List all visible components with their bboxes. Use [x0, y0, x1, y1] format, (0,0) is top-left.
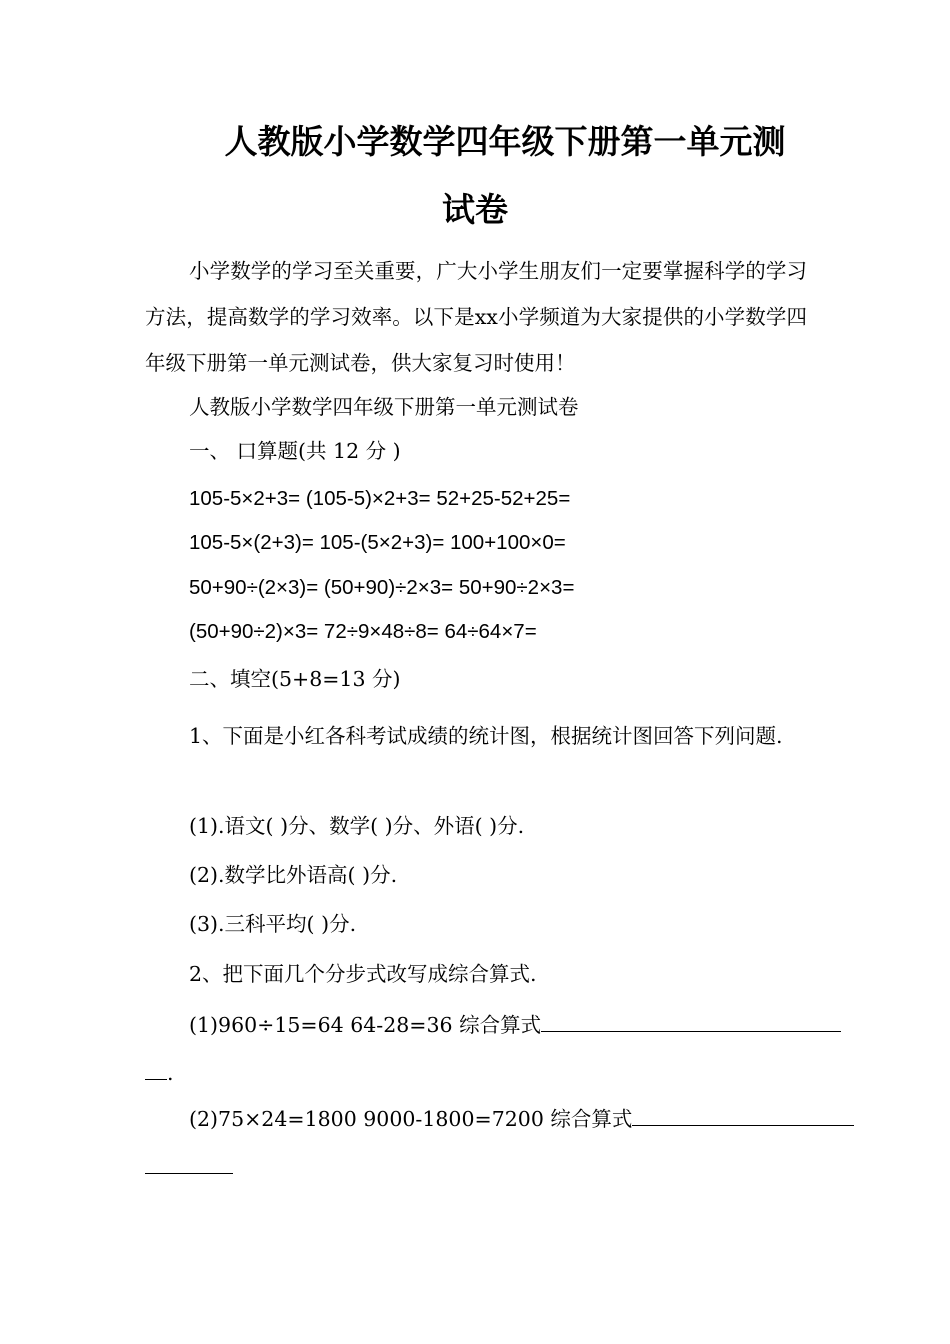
question-1-part-1: (1).语文( )分、数学( )分、外语( )分. — [189, 814, 525, 838]
section1-heading: 一、 口算题(共 12 分 ) — [189, 439, 401, 463]
question-2-part-2-continuation — [145, 1152, 233, 1182]
calc-row: 50+90÷(2×3)= (50+90)÷2×3= 50+90÷2×3= — [189, 576, 575, 599]
question-1-part-2: (2).数学比外语高( )分. — [189, 863, 398, 887]
document-title-line1: 人教版小学数学四年级下册第一单元测 — [224, 122, 786, 161]
question-2-part-1-text: (1)960÷15=64 64-28=36 综合算式 — [189, 1013, 542, 1037]
question-2-part-1 — [189, 1010, 841, 1040]
question-2-part-1-continuation — [145, 1058, 174, 1088]
question-2-part-2 — [189, 1104, 854, 1134]
answer-blank[interactable] — [145, 1153, 233, 1174]
question-1: 1、下面是小红各科考试成绩的统计图，根据统计图回答下列问题. — [189, 724, 783, 748]
subtitle: 人教版小学数学四年级下册第一单元测试卷 — [189, 395, 579, 419]
calc-row: 105-5×(2+3)= 105-(5×2+3)= 100+100×0= — [189, 531, 566, 554]
answer-blank[interactable] — [632, 1105, 854, 1126]
calc-row: (50+90÷2)×3= 72÷9×48÷8= 64÷64×7= — [189, 620, 537, 643]
question-2-part-1-end: . — [167, 1061, 174, 1085]
question-2: 2、把下面几个分步式改写成综合算式. — [189, 962, 537, 986]
calc-row: 105-5×2+3= (105-5)×2+3= 52+25-52+25= — [189, 487, 571, 510]
intro-paragraph: 小学数学的学习至关重要，广大小学生朋友们一定要掌握科学的学习方法，提高数学的学习效率。以下是xx小学频道为大家提供的小学数学四年级下册第一单元测试卷，供大家复习时使用！ — [145, 259, 807, 375]
answer-blank[interactable] — [145, 1059, 167, 1080]
answer-blank[interactable] — [541, 1011, 841, 1032]
document-title-line2: 试卷 — [442, 190, 508, 229]
section2-heading: 二、填空(5+8=13 分) — [189, 667, 401, 691]
question-2-part-2-text: (2)75×24=1800 9000-1800=7200 综合算式 — [189, 1107, 633, 1131]
question-1-part-3: (3).三科平均( )分. — [189, 912, 357, 936]
